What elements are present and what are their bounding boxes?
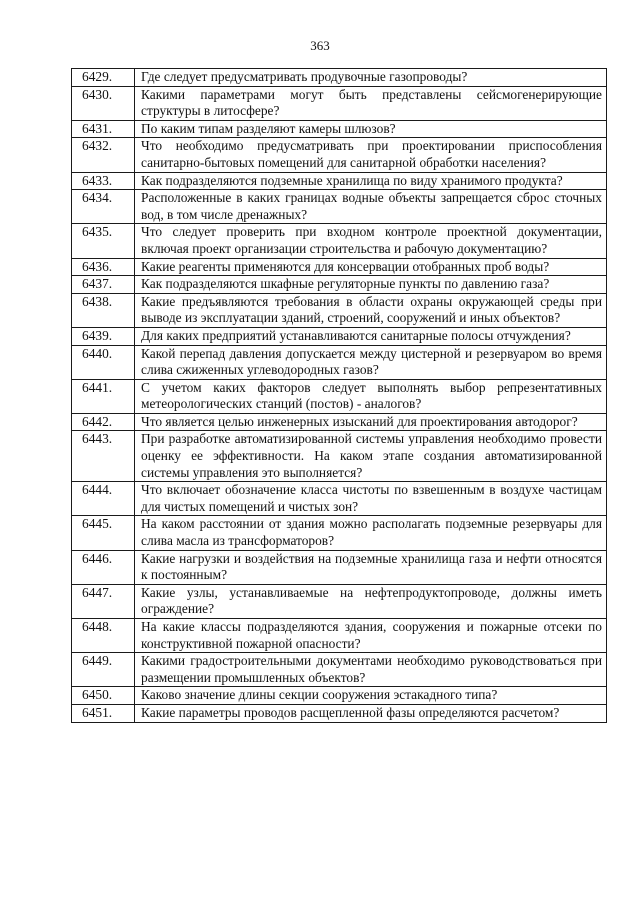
table-row (72, 86, 607, 120)
table-row (72, 327, 607, 345)
question-text: На какие классы подразделяются здания, сооружения и пожарные отсеки по конструктивной пожарной опасности? (135, 619, 607, 653)
question-text: По каким типам разделяют камеры шлюзов? (135, 120, 607, 138)
question-number: 6442. (72, 413, 135, 431)
question-number: 6441. (72, 379, 135, 413)
page-number: 363 (310, 38, 330, 53)
question-number: 6436. (72, 258, 135, 276)
question-number: 6447. (72, 584, 135, 618)
question-number: 6439. (72, 327, 135, 345)
question-number: 6434. (72, 190, 135, 224)
table-row (72, 619, 607, 653)
table-row (72, 431, 607, 482)
question-text: Как подразделяются подземные хранилища по виду хранимого продукта? (135, 172, 607, 190)
table-row (72, 482, 607, 516)
question-text: Что является целью инженерных изысканий для проектирования автодорог? (135, 413, 607, 431)
question-text: Какие предъявляются требования в области охраны окружающей среды при выводе из эксплуатации зданий, строений, сооружений и иных объектов? (135, 293, 607, 327)
table-row (72, 584, 607, 618)
question-text: С учетом каких факторов следует выполнять выбор репрезентативных метеорологических станций (постов) - аналогов? (135, 379, 607, 413)
question-number: 6450. (72, 687, 135, 705)
table-row (72, 516, 607, 550)
table-row (72, 704, 607, 722)
question-number: 6448. (72, 619, 135, 653)
question-number: 6432. (72, 138, 135, 172)
question-text: Где следует предусматривать продувочные газопроводы? (135, 69, 607, 87)
question-number: 6445. (72, 516, 135, 550)
question-number: 6438. (72, 293, 135, 327)
question-number: 6437. (72, 276, 135, 294)
table-row (72, 413, 607, 431)
table-row (72, 69, 607, 87)
table-row (72, 345, 607, 379)
question-text: Какие нагрузки и воздействия на подземные хранилища газа и нефти относятся к постоянным? (135, 550, 607, 584)
table-row (72, 379, 607, 413)
question-number: 6429. (72, 69, 135, 87)
table-row (72, 550, 607, 584)
table-row (72, 120, 607, 138)
question-number: 6443. (72, 431, 135, 482)
question-number: 6451. (72, 704, 135, 722)
question-number: 6446. (72, 550, 135, 584)
question-number: 6449. (72, 653, 135, 687)
question-number: 6440. (72, 345, 135, 379)
question-text: При разработке автоматизированной системы управления необходимо провести оценку ее эффективности. На каком этапе создания автоматизированной системы управления это выполняется? (135, 431, 607, 482)
question-text: Расположенные в каких границах водные объекты запрещается сброс сточных вод, в том числе дренажных? (135, 190, 607, 224)
question-text: Что включает обозначение класса чистоты по взвешенным в воздухе частицам для чистых помещений и чистых зон? (135, 482, 607, 516)
questions-table (71, 68, 607, 723)
table-row (72, 293, 607, 327)
question-text: Что следует проверить при входном контроле проектной документации, включая проект организации строительства и рабочую документацию? (135, 224, 607, 258)
question-text: Какими параметрами могут быть представлены сейсмогенерирующие структуры в литосфере? (135, 86, 607, 120)
question-text: Какие реагенты применяются для консервации отобранных проб воды? (135, 258, 607, 276)
question-text: Какими градостроительными документами необходимо руководствоваться при размещении промышленных объектов? (135, 653, 607, 687)
question-number: 6431. (72, 120, 135, 138)
question-text: На каком расстоянии от здания можно располагать подземные резервуары для слива масла из трансформаторов? (135, 516, 607, 550)
table-row (72, 190, 607, 224)
table-row (72, 687, 607, 705)
question-text: Какие узлы, устанавливаемые на нефтепродуктопроводе, должны иметь ограждение? (135, 584, 607, 618)
question-number: 6435. (72, 224, 135, 258)
question-number: 6430. (72, 86, 135, 120)
question-text: Какой перепад давления допускается между цистерной и резервуаром во время слива сжиженных углеводородных газов? (135, 345, 607, 379)
table-row (72, 276, 607, 294)
table-row (72, 172, 607, 190)
table-row (72, 653, 607, 687)
question-number: 6444. (72, 482, 135, 516)
question-text: Что необходимо предусматривать при проектировании приспособления санитарно-бытовых помещений для санитарной обработки населения? (135, 138, 607, 172)
question-text: Для каких предприятий устанавливаются санитарные полосы отчуждения? (135, 327, 607, 345)
table-row (72, 258, 607, 276)
question-text: Как подразделяются шкафные регуляторные пункты по давлению газа? (135, 276, 607, 294)
table-row (72, 138, 607, 172)
question-text: Каково значение длины секции сооружения эстакадного типа? (135, 687, 607, 705)
question-number: 6433. (72, 172, 135, 190)
question-text: Какие параметры проводов расщепленной фазы определяются расчетом? (135, 704, 607, 722)
table-row (72, 224, 607, 258)
